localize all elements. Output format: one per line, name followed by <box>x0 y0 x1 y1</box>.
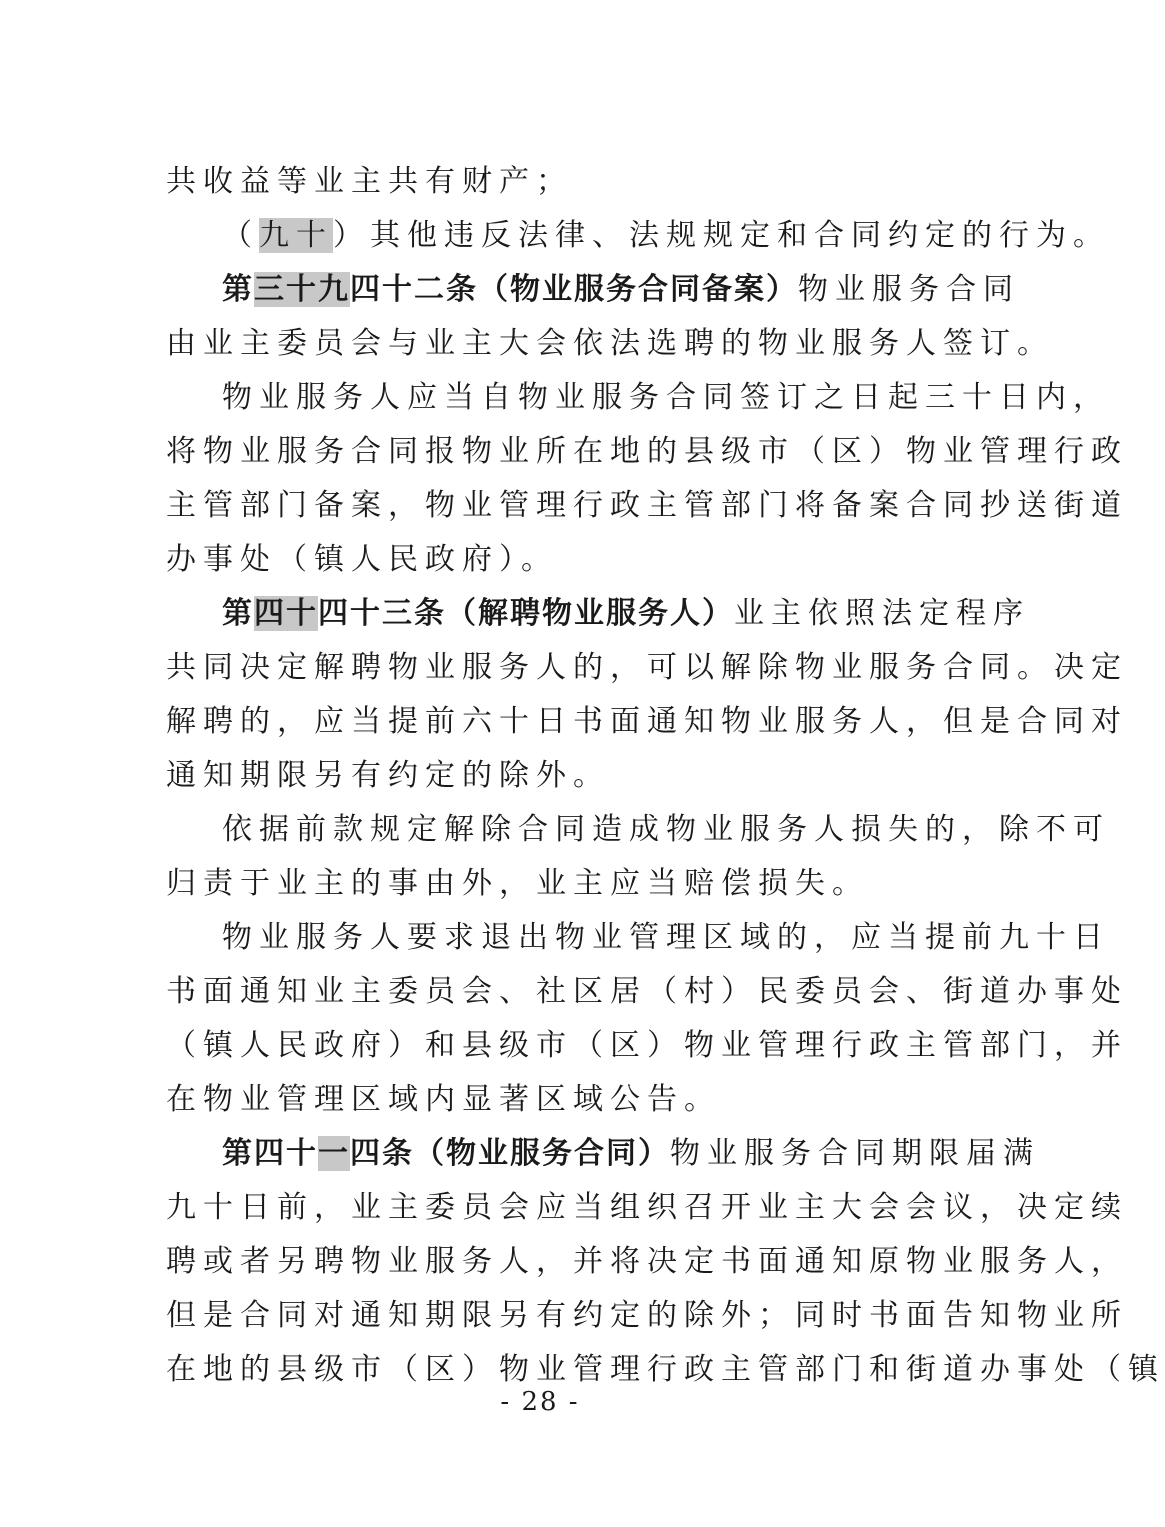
text-span: 物业服务人应当自物业服务合同签订之日起三十日内， <box>222 380 1110 415</box>
text-line <box>166 1188 1128 1228</box>
text-line <box>222 810 1110 850</box>
text-line <box>166 702 1128 742</box>
text-span: 九十日前，业主委员会应当组织召开业主大会会议，决定续 <box>166 1190 1128 1225</box>
article-heading-line <box>222 270 1020 310</box>
highlighted-text: 四十 <box>254 596 318 631</box>
text-span: ）其他违反法律、法规规定和合同约定的行为。 <box>333 218 1110 253</box>
text-span: 办事处（镇人民政府）。 <box>166 542 558 577</box>
list-item <box>222 216 1110 256</box>
article-title: 四十二条（物业服务合同备案） <box>350 272 798 307</box>
text-span: 业主依照法定程序 <box>734 596 1030 631</box>
text-span: 主管部门备案，物业管理行政主管部门将备案合同抄送街道 <box>166 488 1128 523</box>
text-span: 在地的县级市（区）物业管理行政主管部门和街道办事处（镇 <box>166 1352 1165 1387</box>
text-line <box>166 972 1128 1012</box>
page-number: - 28 - <box>500 1387 580 1417</box>
text-span: 在物业管理区域内显著区域公告。 <box>166 1082 721 1117</box>
text-span: 归责于业主的事由外，业主应当赔偿损失。 <box>166 866 869 901</box>
text-line <box>166 486 1128 526</box>
text-line <box>222 918 1110 958</box>
article-title: 四十三条（解聘物业服务人） <box>318 596 734 631</box>
text-span: 物业服务合同期限届满 <box>670 1136 1040 1171</box>
article-title: 四条（物业服务合同） <box>350 1136 670 1171</box>
text-line <box>166 540 916 580</box>
text-line <box>166 432 1128 472</box>
highlighted-text: 一 <box>318 1136 350 1171</box>
text-line <box>166 648 1128 688</box>
text-span: （ <box>222 218 259 253</box>
text-span: 解聘的，应当提前六十日书面通知物业服务人，但是合同对 <box>166 704 1128 739</box>
text-line <box>166 1296 1128 1336</box>
article-heading-line <box>222 1134 1040 1174</box>
article-number: 第 <box>222 272 254 307</box>
text-line <box>166 1350 1165 1390</box>
text-line <box>166 756 916 796</box>
text-span: （镇人民政府）和县级市（区）物业管理行政主管部门，并 <box>166 1028 1128 1063</box>
highlighted-text: 九十 <box>259 218 333 253</box>
text-span: 物业服务人要求退出物业管理区域的，应当提前九十日 <box>222 920 1110 955</box>
text-span: 聘或者另聘物业服务人，并将决定书面通知原物业服务人， <box>166 1244 1128 1279</box>
text-span: 由业主委员会与业主大会依法选聘的物业服务人签订。 <box>166 326 1054 361</box>
text-line <box>166 1242 1128 1282</box>
text-line <box>222 378 1110 418</box>
text-span: 共收益等业主共有财产； <box>166 164 573 199</box>
text-line <box>166 324 1054 364</box>
article-heading-line <box>222 594 1030 634</box>
text-span: 物业服务合同 <box>798 272 1020 307</box>
text-line <box>166 864 916 904</box>
text-span: 将物业服务合同报物业所在地的县级市（区）物业管理行政 <box>166 434 1128 469</box>
text-span: 通知期限另有约定的除外。 <box>166 758 610 793</box>
text-span: 依据前款规定解除合同造成物业服务人损失的，除不可 <box>222 812 1110 847</box>
highlighted-text: 三十九 <box>254 272 350 307</box>
article-number: 第 <box>222 596 254 631</box>
text-line <box>166 162 916 202</box>
article-number: 第四十 <box>222 1136 318 1171</box>
text-line <box>166 1026 1128 1066</box>
text-line <box>166 1080 916 1120</box>
text-span: 书面通知业主委员会、社区居（村）民委员会、街道办事处 <box>166 974 1128 1009</box>
text-span: 但是合同对通知期限另有约定的除外；同时书面告知物业所 <box>166 1298 1128 1333</box>
text-span: 共同决定解聘物业服务人的，可以解除物业服务合同。决定 <box>166 650 1128 685</box>
